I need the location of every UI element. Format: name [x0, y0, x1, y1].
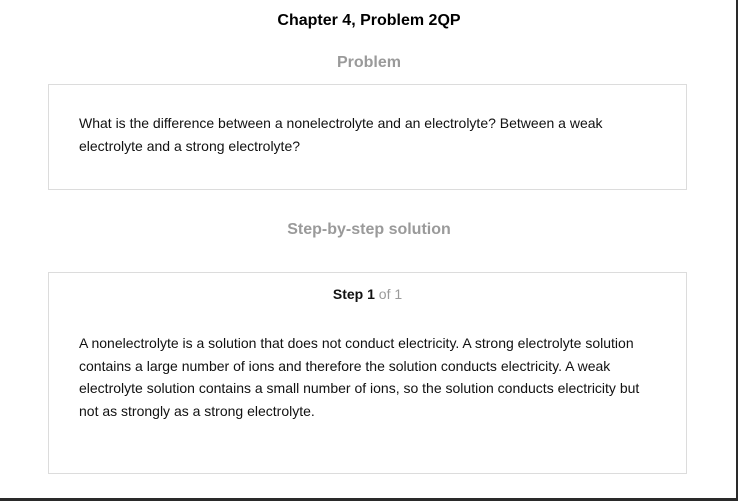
solution-text: A nonelectrolyte is a solution that does not conduct electricity. A strong electrolyte solution contains a large number of ions and therefore the solution conducts electricity. A weak electrolyte solution contains a small number of ions, so the solution conducts electricity but not as strongly as a strong electrolyte. [79, 335, 640, 419]
step-word: Step [332, 286, 364, 302]
page-title: Chapter 4, Problem 2QP [277, 12, 461, 29]
problem-text: What is the difference between a nonelectrolyte and an electrolyte? Between a weak electrolyte and a strong electrolyte? [79, 115, 603, 154]
problem-card [48, 84, 687, 190]
step-indicator [49, 286, 686, 302]
step-total: of 1 [378, 286, 403, 302]
step-number: 1 [367, 286, 375, 302]
problem-heading: Problem [336, 54, 401, 71]
solution-heading: Step-by-step solution [287, 221, 451, 238]
solution-card [48, 272, 687, 474]
